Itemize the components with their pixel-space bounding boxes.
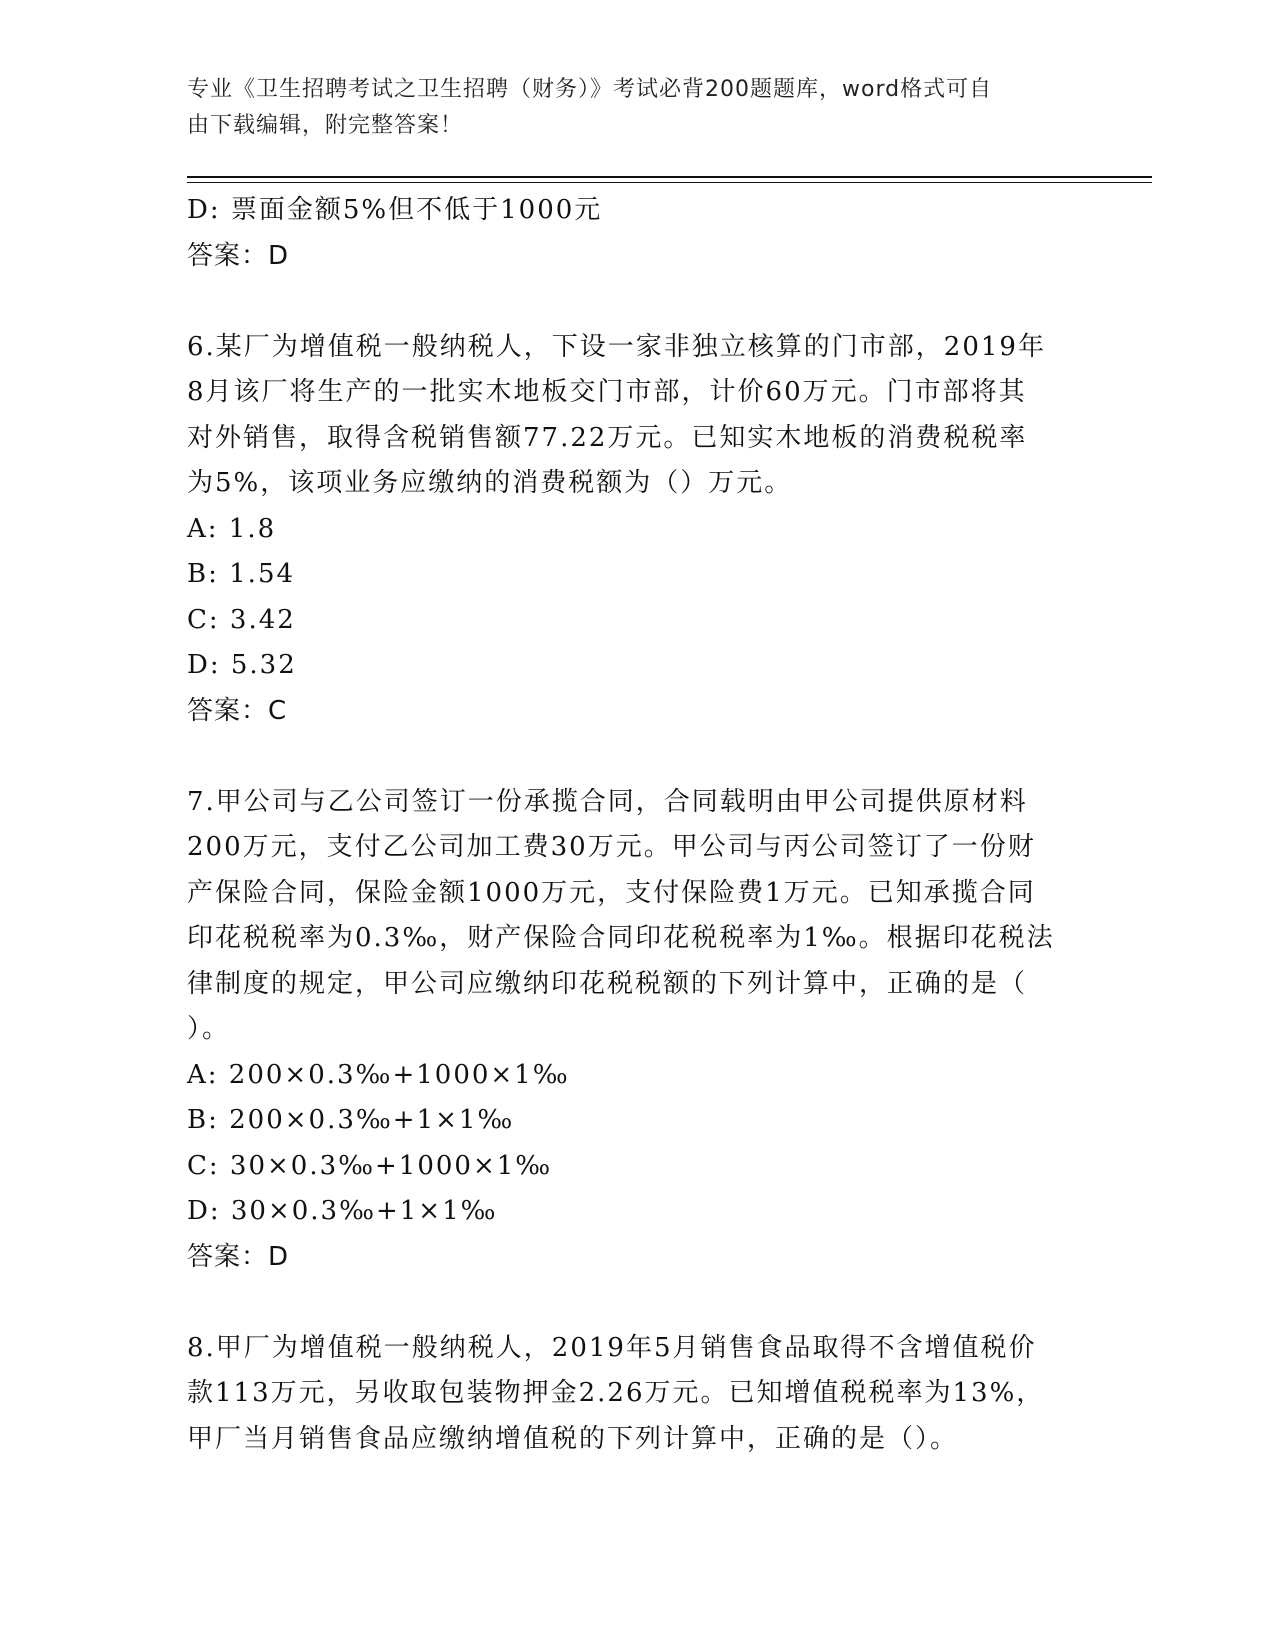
document-body (187, 188, 1067, 1462)
question-8-line-1: 8.甲厂为增值税一般纳税人，2019年5月销售食品取得不含增值税价 (187, 1332, 1037, 1363)
question-6-line-4: 为5%，该项业务应缴纳的消费税额为（）万元。 (187, 468, 793, 498)
question-7-line-2: 200万元，支付乙公司加工费30万元。甲公司与丙公司签订了一份财 (187, 832, 1036, 862)
question-7-line-3: 产保险合同，保险金额1000万元，支付保险费1万元。已知承揽合同 (187, 877, 1036, 908)
question-8-line-2: 款113万元，另收取包装物押金2.26万元。已知增值税税率为13%， (187, 1378, 1045, 1408)
spacer (187, 279, 1067, 325)
question-8 (187, 1326, 1067, 1463)
prev-option-d: D: 票面金额5%但不低于1000元 (187, 195, 603, 225)
question-6-line-2: 8月该厂将生产的一批实木地板交门市部，计价60万元。门市部将其 (187, 377, 1027, 407)
question-8-line-3: 甲厂当月销售食品应缴纳增值税的下列计算中，正确的是（）。 (187, 1423, 959, 1454)
header-divider-thin (187, 182, 1152, 183)
question-7-option-b: B: 200×0.3‰+1×1‰ (187, 1105, 515, 1135)
header-line-2: 由下载编辑，附完整答案！ (187, 113, 464, 138)
question-6-line-1: 6.某厂为增值税一般纳税人，下设一家非独立核算的门市部，2019年 (187, 331, 1046, 362)
question-6-option-c: C: 3.42 (187, 604, 296, 635)
spacer (187, 734, 1067, 780)
question-7 (187, 780, 1067, 1281)
header-divider-thick (187, 176, 1152, 178)
question-6 (187, 325, 1067, 735)
question-6-option-a: A: 1.8 (187, 513, 277, 544)
question-7-line-4: 印花税税率为0.3‰，财产保险合同印花税税率为1‰。根据印花税法 (187, 923, 1055, 953)
question-6-line-3: 对外销售，取得含税销售额77.22万元。已知实木地板的消费税税率 (187, 422, 1028, 453)
question-7-line-5: 律制度的规定，甲公司应缴纳印花税税额的下列计算中，正确的是（ (187, 968, 1028, 999)
question-7-line-6: ）。 (187, 1014, 231, 1044)
question-7-option-c: C: 30×0.3‰+1000×1‰ (187, 1150, 553, 1181)
question-7-option-d: D: 30×0.3‰+1×1‰ (187, 1196, 498, 1226)
question-7-line-1: 7.甲公司与乙公司签订一份承揽合同，合同载明由甲公司提供原材料 (187, 786, 1028, 817)
question-6-option-d: D: 5.32 (187, 650, 297, 680)
question-7-option-a: A: 200×0.3‰+1000×1‰ (187, 1059, 570, 1090)
prev-answer: 答案：D (187, 240, 290, 271)
document-header (187, 72, 1067, 144)
question-7-answer: 答案：D (187, 1241, 290, 1272)
question-6-answer: 答案：C (187, 695, 288, 726)
header-line-1: 专业《卫生招聘考试之卫生招聘（财务）》考试必背200题题库，word格式可自 (187, 77, 993, 102)
spacer (187, 1280, 1067, 1326)
question-6-option-b: B: 1.54 (187, 559, 296, 589)
